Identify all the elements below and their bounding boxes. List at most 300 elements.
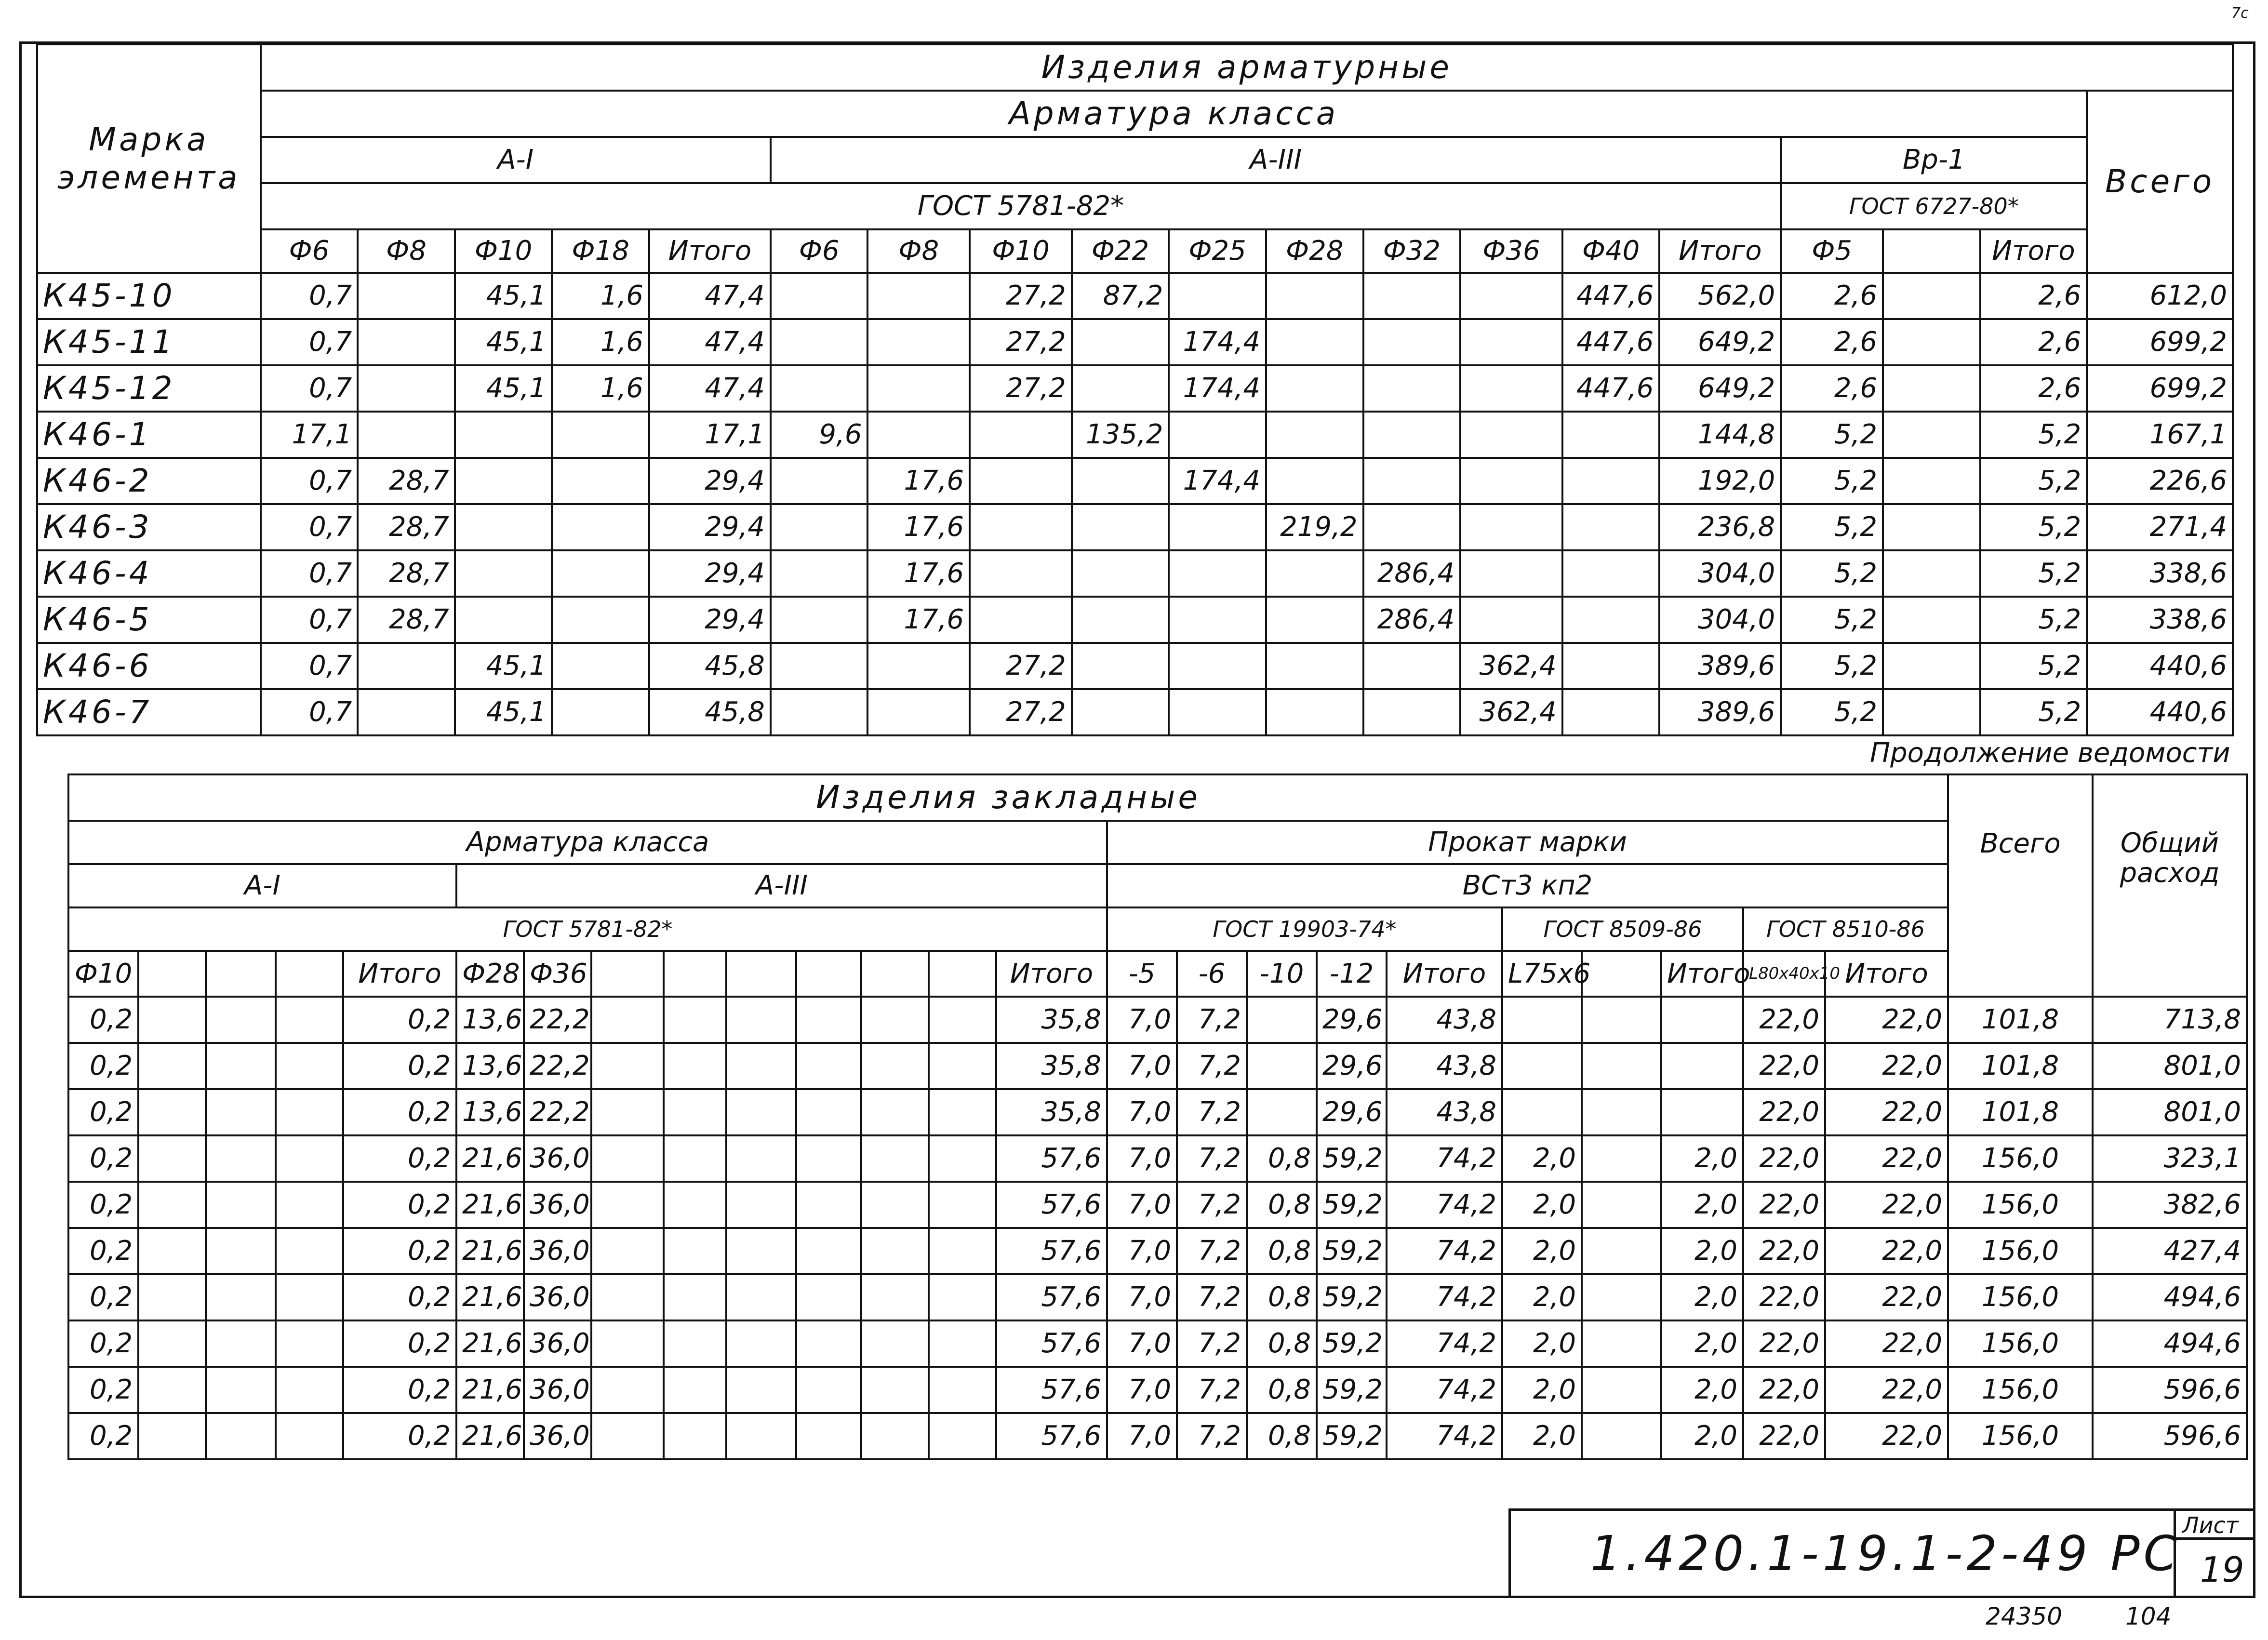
table-cell <box>1502 1089 1582 1135</box>
row-overall: 713,8 <box>2093 997 2247 1043</box>
table-cell: 45,1 <box>455 689 552 735</box>
table-cell: 36,0 <box>524 1367 591 1413</box>
table-cell: 2,6 <box>1781 273 1883 319</box>
table-cell: 447,6 <box>1562 273 1660 319</box>
gost-5781-header: ГОСТ 5781-82* <box>261 183 1781 229</box>
table-cell <box>726 1182 796 1228</box>
table-cell <box>861 1182 929 1228</box>
column-header <box>1883 229 1980 273</box>
table-cell <box>1582 997 1661 1043</box>
table-cell: 2,0 <box>1661 1413 1743 1459</box>
table-cell: 17,6 <box>867 550 970 597</box>
column-header <box>796 951 861 997</box>
table-cell <box>552 458 649 504</box>
drawing-code: 1.420.1-19.1-2-49 РС <box>1590 1525 2181 1582</box>
row-overall: 596,6 <box>2093 1367 2247 1413</box>
table-cell: 22,0 <box>1825 1228 1948 1274</box>
table-cell: 304,0 <box>1659 550 1781 597</box>
table-cell <box>929 1274 996 1320</box>
table-cell: 17,6 <box>867 504 970 550</box>
table-cell: 28,7 <box>358 458 455 504</box>
table-cell: 17,1 <box>649 412 771 458</box>
table-cell: 29,6 <box>1317 997 1387 1043</box>
sheet-label: Лист <box>2182 1512 2239 1538</box>
table-cell <box>455 458 552 504</box>
table-cell: 2,0 <box>1502 1135 1582 1182</box>
table-cell <box>591 1274 664 1320</box>
table-cell: 57,6 <box>996 1320 1107 1367</box>
table-cell: 43,8 <box>1387 1089 1502 1135</box>
table-row <box>37 504 2233 550</box>
table-cell <box>1661 1089 1743 1135</box>
table-row <box>37 412 2233 458</box>
table-cell <box>591 1320 664 1367</box>
inventory-number: 24350 <box>1986 1602 2063 1630</box>
table-cell: 36,0 <box>524 1274 591 1320</box>
column-header: -6 <box>1177 951 1247 997</box>
table-cell: 43,8 <box>1387 1043 1502 1089</box>
table-cell <box>1460 365 1562 412</box>
element-mark: К46-7 <box>37 689 261 735</box>
table-cell: 5,2 <box>1781 550 1883 597</box>
table-cell: 2,6 <box>1980 319 2087 365</box>
table-cell: 5,2 <box>1781 504 1883 550</box>
table-cell: 0,2 <box>68 997 138 1043</box>
table-cell <box>726 1274 796 1320</box>
table-cell: 0,2 <box>68 1089 138 1135</box>
table-cell: 45,8 <box>649 689 771 735</box>
row-total: 156,0 <box>1948 1274 2093 1320</box>
table-cell <box>1883 319 1980 365</box>
table-cell: 1,6 <box>552 365 649 412</box>
table-cell: 45,1 <box>455 643 552 689</box>
table-cell <box>276 1228 343 1274</box>
table-cell <box>1460 550 1562 597</box>
table-row <box>37 597 2233 643</box>
table-cell <box>796 1089 861 1135</box>
table-cell: 21,6 <box>456 1228 524 1274</box>
table-cell: 22,2 <box>524 1043 591 1089</box>
table-cell: 174,4 <box>1169 458 1266 504</box>
table-cell <box>861 1274 929 1320</box>
table-row <box>37 273 2233 319</box>
table-cell: 57,6 <box>996 1367 1107 1413</box>
column-header: Ф6 <box>771 229 868 273</box>
table-cell: 22,0 <box>1743 1274 1825 1320</box>
table-cell: 2,6 <box>1781 319 1883 365</box>
table-cell <box>1661 997 1743 1043</box>
table-cell <box>1363 458 1461 504</box>
table-cell: 35,8 <box>996 1043 1107 1089</box>
column-header: Ф8 <box>867 229 970 273</box>
table-cell <box>726 1413 796 1459</box>
table-cell: 0,2 <box>343 1228 456 1274</box>
table-cell: 36,0 <box>524 1413 591 1459</box>
gost-8509-header: ГОСТ 8509-86 <box>1502 907 1743 951</box>
table-cell <box>1266 550 1363 597</box>
row-total: 440,6 <box>2087 689 2233 735</box>
table-cell <box>1883 689 1980 735</box>
element-mark: К46-4 <box>37 550 261 597</box>
table-cell <box>929 997 996 1043</box>
table-cell <box>358 412 455 458</box>
table-cell <box>796 1043 861 1089</box>
prokat-header: Прокат марки <box>1107 821 1948 864</box>
table-cell <box>970 458 1072 504</box>
column-header: Ф10 <box>455 229 552 273</box>
table-row <box>37 689 2233 735</box>
table-cell <box>1072 365 1169 412</box>
table-cell: 5,2 <box>1980 597 2087 643</box>
table-cell: 7,2 <box>1177 1182 1247 1228</box>
row-total: 612,0 <box>2087 273 2233 319</box>
table-cell: 21,6 <box>456 1367 524 1413</box>
table-cell: 7,0 <box>1107 1135 1177 1182</box>
table-cell: 0,2 <box>68 1182 138 1228</box>
column-header <box>206 951 276 997</box>
table-cell <box>867 319 970 365</box>
table-cell <box>276 1182 343 1228</box>
table-cell: 0,2 <box>68 1413 138 1459</box>
table-cell: 29,4 <box>649 504 771 550</box>
table-cell <box>455 412 552 458</box>
table-cell: 22,0 <box>1825 1043 1948 1089</box>
column-header <box>726 951 796 997</box>
row-total: 699,2 <box>2087 365 2233 412</box>
table-cell <box>970 412 1072 458</box>
table-cell: 0,8 <box>1247 1367 1317 1413</box>
table-cell <box>358 643 455 689</box>
table-cell <box>1883 550 1980 597</box>
table-cell: 0,7 <box>261 319 358 365</box>
table-cell <box>358 689 455 735</box>
table-cell <box>138 1089 206 1135</box>
table-cell <box>1582 1367 1661 1413</box>
table-cell: 45,1 <box>455 365 552 412</box>
table-cell <box>276 1135 343 1182</box>
table-cell: 2,0 <box>1661 1182 1743 1228</box>
row-total: 167,1 <box>2087 412 2233 458</box>
table-cell <box>929 1135 996 1182</box>
table-cell: 5,2 <box>1781 458 1883 504</box>
table-cell: 74,2 <box>1387 1274 1502 1320</box>
table-cell <box>929 1413 996 1459</box>
table-cell <box>1460 412 1562 458</box>
table-cell <box>206 1135 276 1182</box>
table-cell: 5,2 <box>1781 412 1883 458</box>
table-cell: 87,2 <box>1072 273 1169 319</box>
table-cell <box>1266 597 1363 643</box>
table-cell: 7,0 <box>1107 997 1177 1043</box>
row-total: 156,0 <box>1948 1228 2093 1274</box>
gost-5781-header-2: ГОСТ 5781-82* <box>68 907 1107 951</box>
table-cell: 22,0 <box>1743 997 1825 1043</box>
table-cell: 0,8 <box>1247 1320 1317 1367</box>
table-cell: 27,2 <box>970 273 1072 319</box>
table-cell <box>1247 997 1317 1043</box>
table-cell <box>276 1320 343 1367</box>
table-cell <box>796 1274 861 1320</box>
table-cell <box>664 1182 726 1228</box>
table-cell: 0,8 <box>1247 1228 1317 1274</box>
column-header: Итого <box>1661 951 1743 997</box>
table-cell: 447,6 <box>1562 319 1660 365</box>
table-cell: 174,4 <box>1169 319 1266 365</box>
table-cell: 0,2 <box>343 1413 456 1459</box>
table-cell: 22,0 <box>1825 1089 1948 1135</box>
table-cell <box>591 1043 664 1089</box>
table-cell: 286,4 <box>1363 550 1461 597</box>
table-cell <box>664 1413 726 1459</box>
table-cell: 7,2 <box>1177 1274 1247 1320</box>
row-overall: 323,1 <box>2093 1135 2247 1182</box>
table-cell: 7,2 <box>1177 1320 1247 1367</box>
table-cell: 7,0 <box>1107 1089 1177 1135</box>
column-header: Ф25 <box>1169 229 1266 273</box>
table-cell: 0,2 <box>68 1367 138 1413</box>
table-cell: 304,0 <box>1659 597 1781 643</box>
table-cell <box>138 1043 206 1089</box>
table-cell <box>726 1320 796 1367</box>
table-cell: 1,6 <box>552 319 649 365</box>
table-cell: 59,2 <box>1317 1274 1387 1320</box>
table-cell <box>1562 550 1660 597</box>
table-cell: 0,7 <box>261 689 358 735</box>
table-cell: 7,2 <box>1177 1089 1247 1135</box>
table-cell <box>867 689 970 735</box>
row-overall: 596,6 <box>2093 1413 2247 1459</box>
table-cell <box>206 1089 276 1135</box>
table-row <box>68 1413 2247 1459</box>
table-cell: 22,0 <box>1825 1413 1948 1459</box>
table-row <box>68 1135 2247 1182</box>
table-cell: 7,2 <box>1177 1228 1247 1274</box>
table-cell: 43,8 <box>1387 997 1502 1043</box>
table-cell <box>1582 1135 1661 1182</box>
table-cell <box>1460 319 1562 365</box>
table-cell: 28,7 <box>358 550 455 597</box>
table-cell <box>1072 597 1169 643</box>
table-cell: 0,8 <box>1247 1182 1317 1228</box>
table-cell: 0,7 <box>261 504 358 550</box>
table-cell <box>1883 412 1980 458</box>
table-cell: 74,2 <box>1387 1367 1502 1413</box>
table-cell: 0,7 <box>261 458 358 504</box>
table-cell <box>591 1135 664 1182</box>
overall-consumption-header: Общий расход <box>2093 774 2247 997</box>
table-cell <box>867 365 970 412</box>
table-row <box>68 1228 2247 1274</box>
corner-mark: 7c <box>2231 5 2249 22</box>
table-cell: 74,2 <box>1387 1135 1502 1182</box>
table-cell <box>970 504 1072 550</box>
table-cell <box>1363 412 1461 458</box>
table-cell <box>206 1413 276 1459</box>
table-cell: 27,2 <box>970 365 1072 412</box>
table-cell <box>796 1182 861 1228</box>
table-cell <box>1582 1228 1661 1274</box>
table-cell: 649,2 <box>1659 319 1781 365</box>
element-mark: К46-5 <box>37 597 261 643</box>
table-cell <box>358 273 455 319</box>
table-cell <box>1169 643 1266 689</box>
table-cell: 57,6 <box>996 1228 1107 1274</box>
table-cell <box>1460 273 1562 319</box>
table-cell <box>1883 597 1980 643</box>
table-cell: 5,2 <box>1781 689 1883 735</box>
table-cell <box>726 997 796 1043</box>
table-cell <box>1072 643 1169 689</box>
table-cell: 47,4 <box>649 319 771 365</box>
table-row <box>68 1320 2247 1367</box>
table-cell <box>552 412 649 458</box>
table-cell <box>591 1413 664 1459</box>
table-cell: 22,0 <box>1825 997 1948 1043</box>
column-header: Итого <box>343 951 456 997</box>
table-cell: 2,6 <box>1980 365 2087 412</box>
table-cell: 0,8 <box>1247 1135 1317 1182</box>
table-cell <box>138 1135 206 1182</box>
mark-header: Марка элемента <box>37 44 261 273</box>
table-cell <box>771 319 868 365</box>
table-cell <box>867 643 970 689</box>
row-overall: 494,6 <box>2093 1320 2247 1367</box>
column-header: Итого <box>1387 951 1502 997</box>
table-cell: 0,2 <box>68 1320 138 1367</box>
table-cell: 57,6 <box>996 1135 1107 1182</box>
armatura-class-header: Арматура класса <box>261 91 2087 137</box>
table-cell <box>1072 458 1169 504</box>
table-cell: 22,0 <box>1743 1089 1825 1135</box>
table-cell <box>1363 504 1461 550</box>
table-cell <box>771 689 868 735</box>
table-cell <box>1883 504 1980 550</box>
column-header: Ф10 <box>970 229 1072 273</box>
element-mark: К46-3 <box>37 504 261 550</box>
table-cell <box>1363 273 1461 319</box>
table-cell <box>664 1274 726 1320</box>
table-cell: 74,2 <box>1387 1182 1502 1228</box>
table-cell: 2,0 <box>1661 1274 1743 1320</box>
table-cell <box>664 997 726 1043</box>
table-cell <box>552 550 649 597</box>
table-cell <box>1363 643 1461 689</box>
table-cell <box>1883 273 1980 319</box>
element-mark: К46-2 <box>37 458 261 504</box>
table-cell <box>1169 550 1266 597</box>
row-overall: 382,6 <box>2093 1182 2247 1228</box>
table-cell <box>1460 458 1562 504</box>
class-a3-header-2: А-III <box>456 864 1107 907</box>
table-row <box>68 1043 2247 1089</box>
table-cell: 2,0 <box>1502 1228 1582 1274</box>
table-cell <box>591 1089 664 1135</box>
element-mark: К46-1 <box>37 412 261 458</box>
table-cell: 59,2 <box>1317 1413 1387 1459</box>
steel-grade-header: ВСт3 кп2 <box>1107 864 1948 907</box>
row-total: 156,0 <box>1948 1367 2093 1413</box>
table-cell: 74,2 <box>1387 1413 1502 1459</box>
table-cell <box>1582 1089 1661 1135</box>
table-cell <box>771 365 868 412</box>
table-cell: 22,0 <box>1743 1043 1825 1089</box>
table-cell <box>1502 1043 1582 1089</box>
table-cell <box>1169 689 1266 735</box>
table-cell <box>138 1274 206 1320</box>
table-cell <box>664 1367 726 1413</box>
table-cell <box>1266 319 1363 365</box>
table-cell <box>1266 273 1363 319</box>
table-cell: 7,2 <box>1177 1135 1247 1182</box>
table-cell <box>796 1367 861 1413</box>
table-cell: 0,2 <box>343 997 456 1043</box>
table-cell <box>771 597 868 643</box>
table-cell: 5,2 <box>1781 597 1883 643</box>
table-cell: 0,2 <box>343 1182 456 1228</box>
table-cell <box>206 1228 276 1274</box>
row-total: 156,0 <box>1948 1413 2093 1459</box>
armatura-class-header-2: Арматура класса <box>68 821 1107 864</box>
table-cell: 0,7 <box>261 643 358 689</box>
table-cell: 22,0 <box>1743 1135 1825 1182</box>
column-header: Ф10 <box>68 951 138 997</box>
table-cell: 45,8 <box>649 643 771 689</box>
table-cell <box>771 504 868 550</box>
class-a1-header: А-I <box>261 137 771 183</box>
table-cell <box>206 1043 276 1089</box>
table-cell <box>861 1089 929 1135</box>
table-cell: 7,2 <box>1177 1413 1247 1459</box>
table-cell: 0,2 <box>68 1228 138 1274</box>
table-cell <box>1460 504 1562 550</box>
table-cell: 0,2 <box>343 1089 456 1135</box>
table-cell: 2,0 <box>1661 1320 1743 1367</box>
table-cell: 59,2 <box>1317 1320 1387 1367</box>
table-cell: 59,2 <box>1317 1135 1387 1182</box>
table-cell: 13,6 <box>456 1043 524 1089</box>
table-cell <box>1169 273 1266 319</box>
table-cell <box>726 1089 796 1135</box>
table-cell <box>1072 319 1169 365</box>
row-total: 338,6 <box>2087 550 2233 597</box>
table-cell: 59,2 <box>1317 1367 1387 1413</box>
total-header: Всего <box>2087 91 2233 273</box>
table-cell: 22,2 <box>524 1089 591 1135</box>
table-cell: 0,8 <box>1247 1274 1317 1320</box>
table-cell <box>206 1274 276 1320</box>
table-cell: 35,8 <box>996 997 1107 1043</box>
table-cell <box>455 504 552 550</box>
table-cell <box>1169 412 1266 458</box>
table-cell: 21,6 <box>456 1135 524 1182</box>
table-cell: 0,7 <box>261 550 358 597</box>
table-cell: 2,6 <box>1781 365 1883 412</box>
table-cell: 362,4 <box>1460 689 1562 735</box>
table-cell <box>552 597 649 643</box>
reinforcement-products-table <box>36 43 2234 736</box>
table-cell: 135,2 <box>1072 412 1169 458</box>
table-cell: 174,4 <box>1169 365 1266 412</box>
table-cell <box>1266 412 1363 458</box>
table-cell: 29,4 <box>649 550 771 597</box>
table-cell: 0,8 <box>1247 1413 1317 1459</box>
table-cell: 5,2 <box>1980 643 2087 689</box>
table-cell <box>929 1043 996 1089</box>
continuation-note: Продолжение ведомости <box>1870 737 2230 769</box>
row-overall: 801,0 <box>2093 1043 2247 1089</box>
table-cell: 0,2 <box>68 1135 138 1182</box>
table-cell: 1,6 <box>552 273 649 319</box>
